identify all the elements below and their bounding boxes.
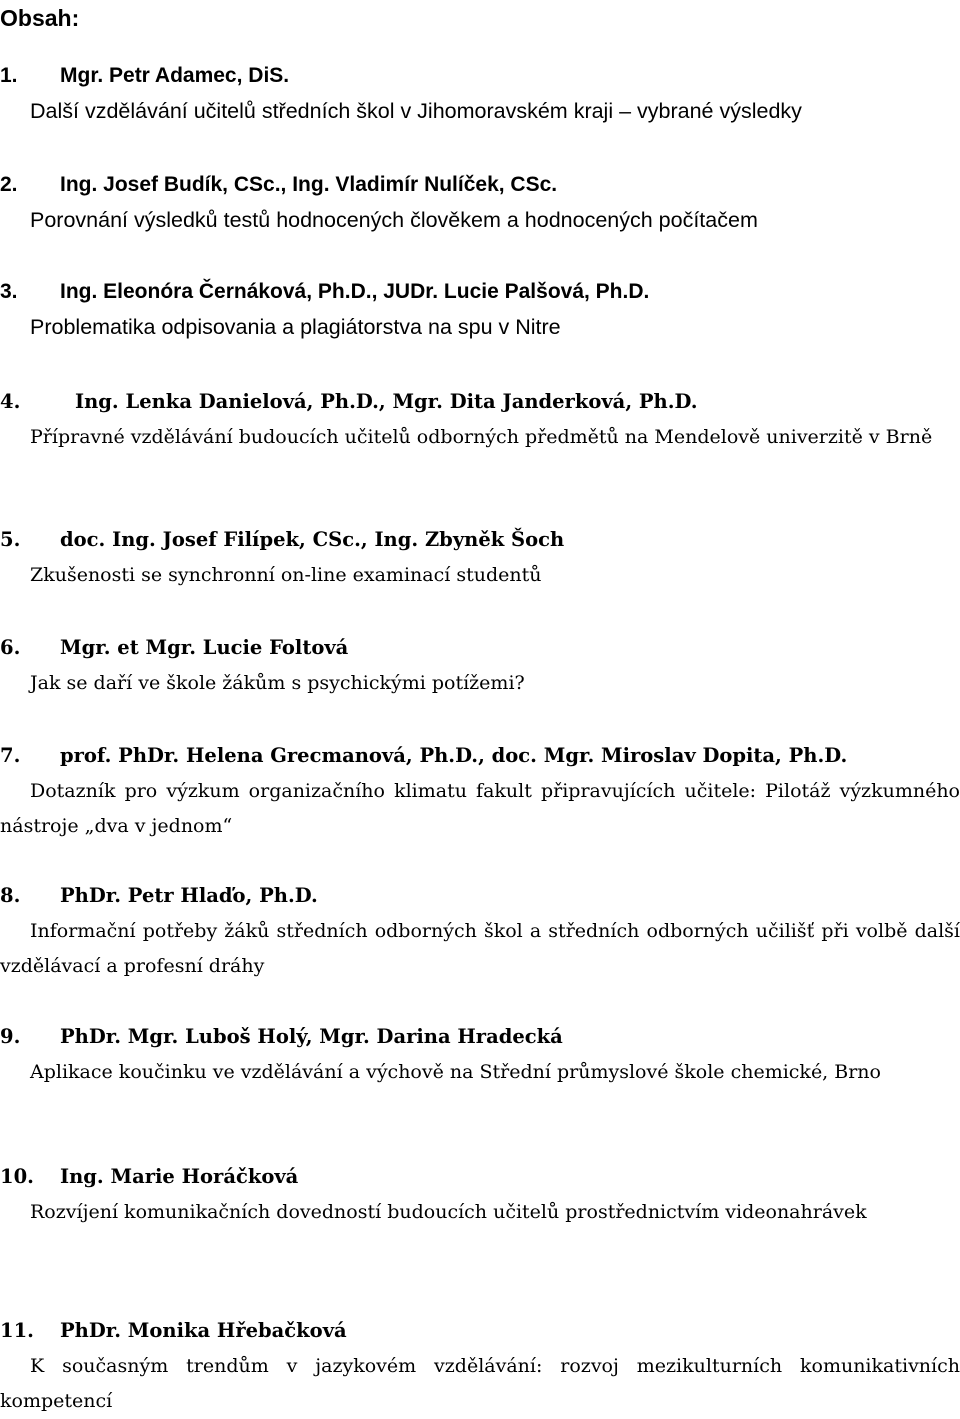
contents-entry [0,738,960,844]
entry-number: 7. [0,744,21,767]
entry-title: Problematika odpisovania a plagiátorstva na spu v Nitre [30,315,561,339]
entry-number: 11. [0,1319,34,1342]
entry-authors: PhDr. Petr Hlaďo, Ph.D. [60,884,318,907]
entry-title: Rozvíjení komunikačních dovedností budoucích učitelů prostřednictvím videonahrávek [30,1201,867,1223]
entry-number: 8. [0,884,21,907]
entry-number: 10. [0,1165,34,1188]
entry-authors: Mgr. Petr Adamec, DiS. [60,64,290,87]
contents-entry [0,630,960,701]
entry-authors: PhDr. Monika Hřebačková [60,1319,347,1342]
contents-entry [0,384,960,455]
entry-title: Přípravné vzdělávání budoucích učitelů odborných předmětů na Mendelově univerzitě v Brně [30,426,933,448]
entry-number: 4. [0,390,21,413]
entry-authors: prof. PhDr. Helena Grecmanová, Ph.D., doc. Mgr. Miroslav Dopita, Ph.D. [60,744,848,767]
entry-number: 2. [0,173,18,196]
entry-authors: Ing. Marie Horáčková [60,1165,299,1188]
contents-entry [0,58,960,129]
entry-number: 1. [0,64,18,87]
entry-title: Jak se daří ve škole žákům s psychickými potížemi? [30,672,525,694]
entry-title: Dotazník pro výzkum organizačního klimatu fakult připravujících učitele: Pilotáž výzkumného nástroje „dva v jednom“ [0,780,960,837]
entry-number: 6. [0,636,21,659]
contents-entry [0,1159,960,1230]
entry-title: K současným trendům v jazykovém vzdělávání: rozvoj mezikulturních komunikativních kompetencí [0,1355,960,1412]
entry-title: Porovnání výsledků testů hodnocených člověkem a hodnocených počítačem [30,208,758,232]
entry-authors: Ing. Josef Budík, CSc., Ing. Vladimír Nulíček, CSc. [60,173,558,196]
entry-number: 5. [0,528,21,551]
entry-authors: doc. Ing. Josef Filípek, CSc., Ing. Zbyněk Šoch [60,528,565,551]
contents-entry [0,167,960,238]
entry-title: Aplikace koučinku ve vzdělávání a výchově na Střední průmyslové škole chemické, Brno [30,1061,881,1083]
contents-entry [0,1019,960,1090]
contents-entry [0,274,960,345]
entry-title: Zkušenosti se synchronní on-line examinací studentů [30,564,542,586]
entry-title: Další vzdělávání učitelů středních škol v Jihomoravském kraji – vybrané výsledky [30,99,802,123]
entry-authors: PhDr. Mgr. Luboš Holý, Mgr. Darina Hradecká [60,1025,563,1048]
entry-title: Informační potřeby žáků středních odborných škol a středních odborných učilišť při volbě další vzdělávací a profesní dráhy [0,920,960,977]
entry-authors: Ing. Eleonóra Černáková, Ph.D., JUDr. Lucie Palšová, Ph.D. [60,280,650,303]
contents-entry [0,1313,960,1419]
entry-number: 3. [0,280,18,303]
contents-entry [0,522,960,593]
entry-authors: Mgr. et Mgr. Lucie Foltová [60,636,349,659]
entry-authors: Ing. Lenka Danielová, Ph.D., Mgr. Dita Janderková, Ph.D. [75,390,698,413]
contents-heading: Obsah: [0,5,80,31]
entry-number: 9. [0,1025,21,1048]
contents-entry [0,878,960,984]
